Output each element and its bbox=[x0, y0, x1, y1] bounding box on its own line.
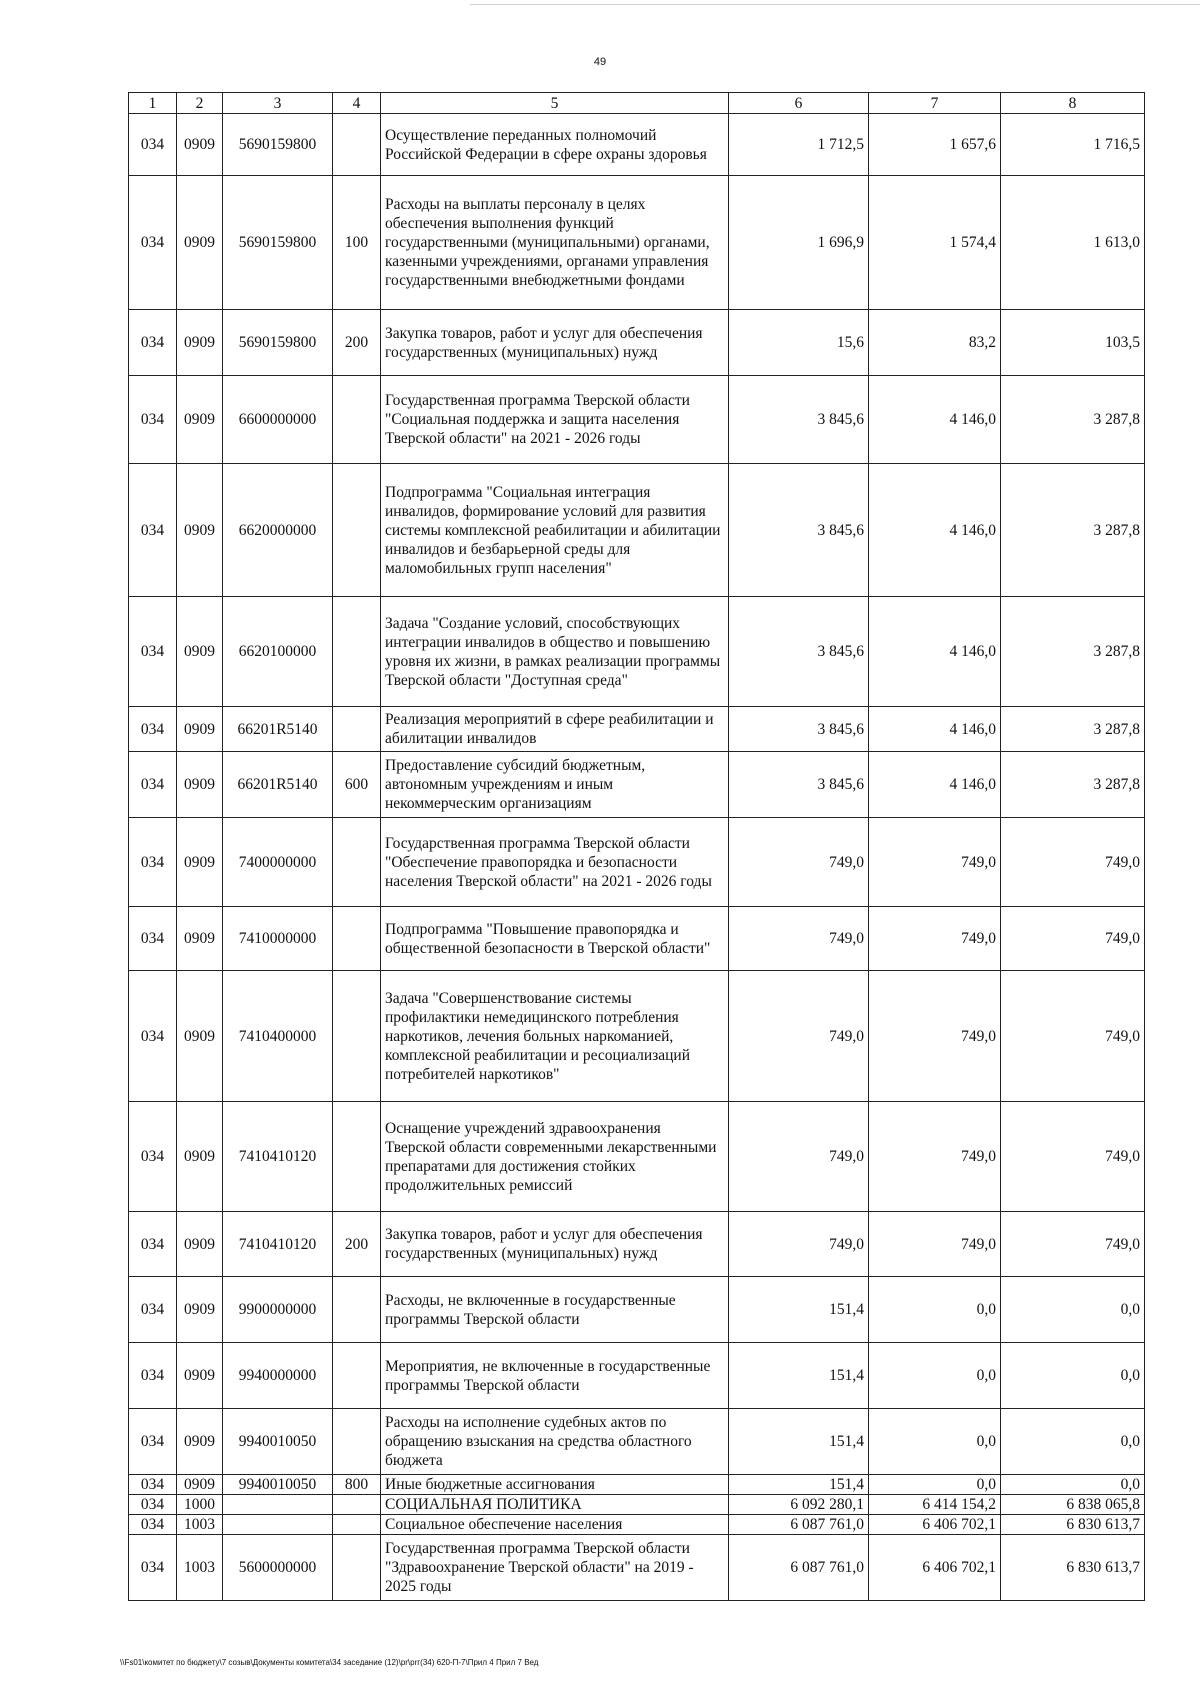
ministry-code-cell: 034 bbox=[129, 818, 177, 907]
amount-year1-cell: 6 092 280,1 bbox=[729, 1495, 869, 1515]
target-article-cell: 6600000000 bbox=[223, 376, 333, 464]
footer-file-path: \\Fs01\комитет по бюджету\7 созыв\Документы комитета\34 заседание (12)\pr\prг(34) 620-П-7\Прил 4 Прил 7 Вед bbox=[120, 1658, 539, 1667]
target-article-cell: 5690159800 bbox=[223, 310, 333, 376]
description-cell: СОЦИАЛЬНАЯ ПОЛИТИКА bbox=[381, 1495, 729, 1515]
amount-year2-cell: 749,0 bbox=[869, 818, 1001, 907]
description-cell: Расходы на выплаты персоналу в целях обеспечения выполнения функций государственными (муниципальными) органами, казенными учреждениями, органами управления государственными внебюджетными фондами bbox=[381, 176, 729, 310]
amount-year1-cell: 3 845,6 bbox=[729, 376, 869, 464]
target-article-cell: 6620000000 bbox=[223, 464, 333, 597]
description-cell: Подпрограмма "Повышение правопорядка и общественной безопасности в Тверской области" bbox=[381, 907, 729, 971]
amount-year1-cell: 3 845,6 bbox=[729, 464, 869, 597]
amount-year2-cell: 1 657,6 bbox=[869, 114, 1001, 176]
section-code-cell: 0909 bbox=[177, 1212, 223, 1277]
amount-year3-cell: 103,5 bbox=[1001, 310, 1145, 376]
ministry-code-cell: 034 bbox=[129, 376, 177, 464]
target-article-cell: 5690159800 bbox=[223, 176, 333, 310]
table-row bbox=[129, 1212, 1145, 1277]
expense-type-cell bbox=[333, 818, 381, 907]
description-cell: Расходы, не включенные в государственные программы Тверской области bbox=[381, 1277, 729, 1343]
amount-year1-cell: 151,4 bbox=[729, 1409, 869, 1475]
ministry-code-cell: 034 bbox=[129, 114, 177, 176]
target-article-cell: 9940010050 bbox=[223, 1475, 333, 1495]
expense-type-cell: 200 bbox=[333, 310, 381, 376]
table-row bbox=[129, 1102, 1145, 1212]
amount-year3-cell: 749,0 bbox=[1001, 971, 1145, 1102]
amount-year1-cell: 151,4 bbox=[729, 1475, 869, 1495]
section-code-cell: 0909 bbox=[177, 818, 223, 907]
table-row bbox=[129, 1475, 1145, 1495]
expense-type-cell: 100 bbox=[333, 176, 381, 310]
section-code-cell: 0909 bbox=[177, 1343, 223, 1409]
page-number: 49 bbox=[593, 56, 607, 68]
amount-year1-cell: 3 845,6 bbox=[729, 707, 869, 752]
description-cell: Оснащение учреждений здравоохранения Тверской области современными лекарственными препаратами для достижения стойких продолжительных ремиссий bbox=[381, 1102, 729, 1212]
target-article-cell: 66201R5140 bbox=[223, 752, 333, 818]
expense-type-cell: 600 bbox=[333, 752, 381, 818]
table-row bbox=[129, 907, 1145, 971]
expense-type-cell bbox=[333, 1343, 381, 1409]
description-cell: Подпрограмма "Социальная интеграция инвалидов, формирование условий для развития системы комплексной реабилитации и абилитации инвалидов и безбарьерной среды для маломобильных групп населения" bbox=[381, 464, 729, 597]
table-row bbox=[129, 376, 1145, 464]
amount-year2-cell: 0,0 bbox=[869, 1475, 1001, 1495]
ministry-code-cell: 034 bbox=[129, 176, 177, 310]
table-row bbox=[129, 1343, 1145, 1409]
column-header: 8 bbox=[1001, 93, 1145, 114]
description-cell: Задача "Создание условий, способствующих интеграции инвалидов в общество и повышению уровня их жизни, в рамках реализации программы Тверской области "Доступная среда" bbox=[381, 597, 729, 707]
target-article-cell: 7410410120 bbox=[223, 1212, 333, 1277]
target-article-cell: 7410400000 bbox=[223, 971, 333, 1102]
expense-type-cell bbox=[333, 1102, 381, 1212]
amount-year3-cell: 749,0 bbox=[1001, 907, 1145, 971]
section-code-cell: 0909 bbox=[177, 1409, 223, 1475]
description-cell: Государственная программа Тверской области "Здравоохранение Тверской области" на 2019 - 2025 годы bbox=[381, 1535, 729, 1601]
ministry-code-cell: 034 bbox=[129, 1409, 177, 1475]
amount-year1-cell: 1 712,5 bbox=[729, 114, 869, 176]
expense-type-cell bbox=[333, 707, 381, 752]
amount-year3-cell: 3 287,8 bbox=[1001, 597, 1145, 707]
amount-year1-cell: 749,0 bbox=[729, 1212, 869, 1277]
section-code-cell: 0909 bbox=[177, 752, 223, 818]
ministry-code-cell: 034 bbox=[129, 907, 177, 971]
amount-year3-cell: 1 613,0 bbox=[1001, 176, 1145, 310]
target-article-cell: 7410410120 bbox=[223, 1102, 333, 1212]
amount-year2-cell: 4 146,0 bbox=[869, 597, 1001, 707]
amount-year3-cell: 1 716,5 bbox=[1001, 114, 1145, 176]
table-row bbox=[129, 752, 1145, 818]
amount-year3-cell: 749,0 bbox=[1001, 818, 1145, 907]
section-code-cell: 0909 bbox=[177, 1475, 223, 1495]
description-cell: Предоставление субсидий бюджетным, автономным учреждениям и иным некоммерческим организациям bbox=[381, 752, 729, 818]
amount-year3-cell: 6 838 065,8 bbox=[1001, 1495, 1145, 1515]
ministry-code-cell: 034 bbox=[129, 310, 177, 376]
amount-year2-cell: 83,2 bbox=[869, 310, 1001, 376]
ministry-code-cell: 034 bbox=[129, 464, 177, 597]
budget-table bbox=[128, 92, 1145, 1601]
column-header: 1 bbox=[129, 93, 177, 114]
description-cell: Осуществление переданных полномочий Российской Федерации в сфере охраны здоровья bbox=[381, 114, 729, 176]
amount-year3-cell: 749,0 bbox=[1001, 1212, 1145, 1277]
expense-type-cell bbox=[333, 1495, 381, 1515]
ministry-code-cell: 034 bbox=[129, 597, 177, 707]
target-article-cell bbox=[223, 1515, 333, 1535]
table-row bbox=[129, 1277, 1145, 1343]
description-cell: Социальное обеспечение населения bbox=[381, 1515, 729, 1535]
amount-year1-cell: 15,6 bbox=[729, 310, 869, 376]
section-code-cell: 1003 bbox=[177, 1515, 223, 1535]
column-header: 2 bbox=[177, 93, 223, 114]
target-article-cell bbox=[223, 1495, 333, 1515]
target-article-cell: 5600000000 bbox=[223, 1535, 333, 1601]
amount-year3-cell: 3 287,8 bbox=[1001, 464, 1145, 597]
ministry-code-cell: 034 bbox=[129, 1515, 177, 1535]
ministry-code-cell: 034 bbox=[129, 1343, 177, 1409]
target-article-cell: 6620100000 bbox=[223, 597, 333, 707]
ministry-code-cell: 034 bbox=[129, 1102, 177, 1212]
amount-year3-cell: 6 830 613,7 bbox=[1001, 1535, 1145, 1601]
table-row bbox=[129, 176, 1145, 310]
expense-type-cell bbox=[333, 1515, 381, 1535]
amount-year1-cell: 6 087 761,0 bbox=[729, 1535, 869, 1601]
section-code-cell: 1003 bbox=[177, 1535, 223, 1601]
amount-year3-cell: 6 830 613,7 bbox=[1001, 1515, 1145, 1535]
expense-type-cell: 200 bbox=[333, 1212, 381, 1277]
description-cell: Государственная программа Тверской области "Социальная поддержка и защита населения Тверской области" на 2021 - 2026 годы bbox=[381, 376, 729, 464]
table-row bbox=[129, 1515, 1145, 1535]
description-cell: Государственная программа Тверской области "Обеспечение правопорядка и безопасности населения Тверской области" на 2021 - 2026 годы bbox=[381, 818, 729, 907]
section-code-cell: 1000 bbox=[177, 1495, 223, 1515]
table-row bbox=[129, 707, 1145, 752]
ministry-code-cell: 034 bbox=[129, 1475, 177, 1495]
expense-type-cell bbox=[333, 907, 381, 971]
amount-year2-cell: 1 574,4 bbox=[869, 176, 1001, 310]
amount-year1-cell: 749,0 bbox=[729, 818, 869, 907]
amount-year2-cell: 4 146,0 bbox=[869, 752, 1001, 818]
description-cell: Закупка товаров, работ и услуг для обеспечения государственных (муниципальных) нужд bbox=[381, 310, 729, 376]
amount-year2-cell: 4 146,0 bbox=[869, 707, 1001, 752]
section-code-cell: 0909 bbox=[177, 1277, 223, 1343]
amount-year1-cell: 151,4 bbox=[729, 1277, 869, 1343]
amount-year3-cell: 3 287,8 bbox=[1001, 376, 1145, 464]
section-code-cell: 0909 bbox=[177, 376, 223, 464]
amount-year2-cell: 749,0 bbox=[869, 907, 1001, 971]
amount-year3-cell: 0,0 bbox=[1001, 1475, 1145, 1495]
ministry-code-cell: 034 bbox=[129, 1212, 177, 1277]
amount-year2-cell: 749,0 bbox=[869, 1102, 1001, 1212]
table-row bbox=[129, 1495, 1145, 1515]
amount-year1-cell: 1 696,9 bbox=[729, 176, 869, 310]
ministry-code-cell: 034 bbox=[129, 1535, 177, 1601]
section-code-cell: 0909 bbox=[177, 907, 223, 971]
expense-type-cell bbox=[333, 464, 381, 597]
table-body bbox=[129, 114, 1145, 1601]
description-cell: Мероприятия, не включенные в государственные программы Тверской области bbox=[381, 1343, 729, 1409]
description-cell: Задача "Совершенствование системы профилактики немедицинского потребления наркотиков, лечения больных наркоманией, комплексной реабилитации и ресоциализаций потребителей наркотиков" bbox=[381, 971, 729, 1102]
amount-year2-cell: 6 414 154,2 bbox=[869, 1495, 1001, 1515]
table-row bbox=[129, 1409, 1145, 1475]
table-row bbox=[129, 114, 1145, 176]
table-row bbox=[129, 597, 1145, 707]
target-article-cell: 5690159800 bbox=[223, 114, 333, 176]
amount-year3-cell: 3 287,8 bbox=[1001, 707, 1145, 752]
table-row bbox=[129, 971, 1145, 1102]
amount-year2-cell: 4 146,0 bbox=[869, 376, 1001, 464]
amount-year3-cell: 3 287,8 bbox=[1001, 752, 1145, 818]
expense-type-cell bbox=[333, 1409, 381, 1475]
amount-year1-cell: 749,0 bbox=[729, 971, 869, 1102]
target-article-cell: 66201R5140 bbox=[223, 707, 333, 752]
expense-type-cell bbox=[333, 1535, 381, 1601]
amount-year2-cell: 0,0 bbox=[869, 1343, 1001, 1409]
table-row bbox=[129, 1535, 1145, 1601]
column-header: 7 bbox=[869, 93, 1001, 114]
section-code-cell: 0909 bbox=[177, 971, 223, 1102]
section-code-cell: 0909 bbox=[177, 176, 223, 310]
amount-year1-cell: 3 845,6 bbox=[729, 752, 869, 818]
section-code-cell: 0909 bbox=[177, 597, 223, 707]
ministry-code-cell: 034 bbox=[129, 1495, 177, 1515]
section-code-cell: 0909 bbox=[177, 707, 223, 752]
ministry-code-cell: 034 bbox=[129, 752, 177, 818]
target-article-cell: 9940000000 bbox=[223, 1343, 333, 1409]
description-cell: Закупка товаров, работ и услуг для обеспечения государственных (муниципальных) нужд bbox=[381, 1212, 729, 1277]
description-cell: Расходы на исполнение судебных актов по обращению взыскания на средства областного бюджета bbox=[381, 1409, 729, 1475]
column-header: 3 bbox=[223, 93, 333, 114]
target-article-cell: 7400000000 bbox=[223, 818, 333, 907]
amount-year1-cell: 151,4 bbox=[729, 1343, 869, 1409]
column-number-row bbox=[129, 93, 1145, 114]
expense-type-cell bbox=[333, 597, 381, 707]
amount-year1-cell: 3 845,6 bbox=[729, 597, 869, 707]
section-code-cell: 0909 bbox=[177, 1102, 223, 1212]
ministry-code-cell: 034 bbox=[129, 971, 177, 1102]
amount-year3-cell: 0,0 bbox=[1001, 1343, 1145, 1409]
column-header: 4 bbox=[333, 93, 381, 114]
section-code-cell: 0909 bbox=[177, 310, 223, 376]
column-header: 5 bbox=[381, 93, 729, 114]
expense-type-cell bbox=[333, 376, 381, 464]
ministry-code-cell: 034 bbox=[129, 1277, 177, 1343]
amount-year3-cell: 749,0 bbox=[1001, 1102, 1145, 1212]
amount-year1-cell: 749,0 bbox=[729, 1102, 869, 1212]
amount-year2-cell: 0,0 bbox=[869, 1409, 1001, 1475]
section-code-cell: 0909 bbox=[177, 464, 223, 597]
table-row bbox=[129, 818, 1145, 907]
expense-type-cell: 800 bbox=[333, 1475, 381, 1495]
amount-year1-cell: 749,0 bbox=[729, 907, 869, 971]
amount-year1-cell: 6 087 761,0 bbox=[729, 1515, 869, 1535]
target-article-cell: 7410000000 bbox=[223, 907, 333, 971]
amount-year2-cell: 0,0 bbox=[869, 1277, 1001, 1343]
section-code-cell: 0909 bbox=[177, 114, 223, 176]
expense-type-cell bbox=[333, 971, 381, 1102]
table-row bbox=[129, 310, 1145, 376]
table-row bbox=[129, 464, 1145, 597]
expense-type-cell bbox=[333, 114, 381, 176]
ministry-code-cell: 034 bbox=[129, 707, 177, 752]
description-cell: Иные бюджетные ассигнования bbox=[381, 1475, 729, 1495]
column-header: 6 bbox=[729, 93, 869, 114]
scan-artifact-line bbox=[470, 4, 1200, 5]
amount-year2-cell: 749,0 bbox=[869, 971, 1001, 1102]
target-article-cell: 9940010050 bbox=[223, 1409, 333, 1475]
description-cell: Реализация мероприятий в сфере реабилитации и абилитации инвалидов bbox=[381, 707, 729, 752]
expense-type-cell bbox=[333, 1277, 381, 1343]
amount-year2-cell: 6 406 702,1 bbox=[869, 1515, 1001, 1535]
target-article-cell: 9900000000 bbox=[223, 1277, 333, 1343]
amount-year2-cell: 749,0 bbox=[869, 1212, 1001, 1277]
amount-year3-cell: 0,0 bbox=[1001, 1409, 1145, 1475]
amount-year2-cell: 6 406 702,1 bbox=[869, 1535, 1001, 1601]
amount-year2-cell: 4 146,0 bbox=[869, 464, 1001, 597]
amount-year3-cell: 0,0 bbox=[1001, 1277, 1145, 1343]
